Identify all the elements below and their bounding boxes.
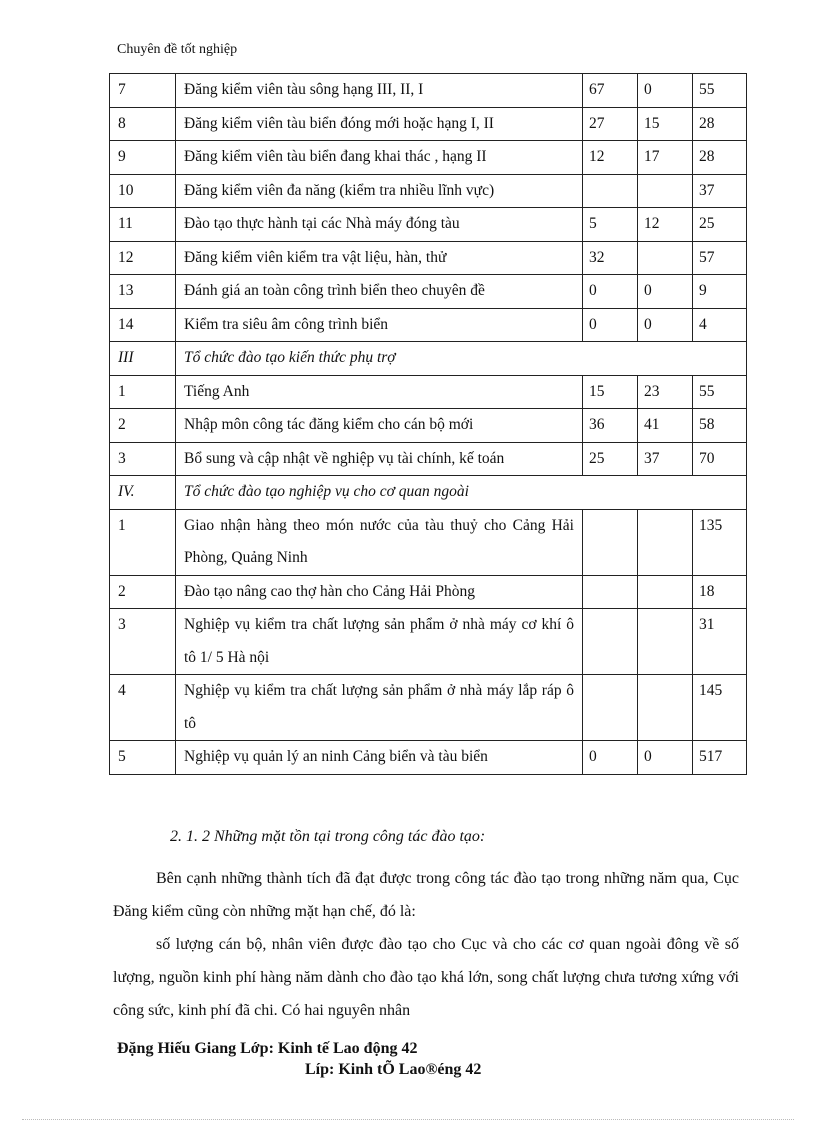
- table-row: [110, 275, 747, 309]
- row-value-1: 25: [583, 442, 638, 476]
- row-value-3: 57: [693, 241, 747, 275]
- row-value-3: 25: [693, 208, 747, 242]
- paragraph-2: số lượng cán bộ, nhân viên được đào tạo cho Cục và cho các cơ quan ngoài đông về số lượng, nguồn kinh phí hàng năm dành cho đào tạo khá lớn, song chất lượng chưa tương xứng với công sức, kinh phí đã chi. Có hai nguyên nhân: [113, 936, 739, 1019]
- row-description: Tiếng Anh: [176, 375, 583, 409]
- row-number: 13: [110, 275, 176, 309]
- row-value-3: 135: [693, 509, 747, 575]
- row-number: 1: [110, 509, 176, 575]
- row-description: Nghiệp vụ kiểm tra chất lượng sản phẩm ở nhà máy lắp ráp ô tô: [176, 675, 583, 741]
- row-description: Đánh giá an toàn công trình biển theo chuyên đề: [176, 275, 583, 309]
- row-value-2: 15: [638, 107, 693, 141]
- row-description: Đào tạo thực hành tại các Nhà máy đóng tàu: [176, 208, 583, 242]
- row-number: 3: [110, 609, 176, 675]
- row-value-2: [638, 675, 693, 741]
- row-number: 3: [110, 442, 176, 476]
- row-number: 14: [110, 308, 176, 342]
- row-number: 2: [110, 409, 176, 443]
- footer-class: Líp: Kinh tÕ Lao®éng 42: [305, 1061, 482, 1078]
- row-value-1: [583, 609, 638, 675]
- table-row: [110, 575, 747, 609]
- table-row: [110, 741, 747, 775]
- row-value-2: 41: [638, 409, 693, 443]
- row-value-2: 17: [638, 141, 693, 175]
- row-value-1: [583, 174, 638, 208]
- row-value-3: 28: [693, 141, 747, 175]
- table-row: [110, 375, 747, 409]
- table-row: [110, 174, 747, 208]
- row-value-3: 70: [693, 442, 747, 476]
- row-value-3: 37: [693, 174, 747, 208]
- table-row: [110, 107, 747, 141]
- row-description: Nhập môn công tác đăng kiểm cho cán bộ mới: [176, 409, 583, 443]
- section-subheading: 2. 1. 2 Những mặt tồn tại trong công tác đào tạo:: [170, 828, 486, 845]
- row-value-2: [638, 174, 693, 208]
- table-row: [110, 208, 747, 242]
- table-row: [110, 509, 747, 575]
- table-row: [110, 241, 747, 275]
- row-number: 1: [110, 375, 176, 409]
- row-value-1: [583, 575, 638, 609]
- row-description: Đào tạo nâng cao thợ hàn cho Cảng Hải Phòng: [176, 575, 583, 609]
- section-title: Tổ chức đào tạo kiến thức phụ trợ: [176, 342, 747, 376]
- row-description: Đăng kiểm viên tàu sông hạng III, II, I: [176, 74, 583, 108]
- row-description: Kiểm tra siêu âm công trình biển: [176, 308, 583, 342]
- row-value-1: 67: [583, 74, 638, 108]
- table-row: [110, 141, 747, 175]
- row-value-2: [638, 575, 693, 609]
- row-value-2: 12: [638, 208, 693, 242]
- row-description: Nghiệp vụ quản lý an ninh Cảng biển và tàu biển: [176, 741, 583, 775]
- row-value-3: 31: [693, 609, 747, 675]
- row-number: 4: [110, 675, 176, 741]
- row-description: Bổ sung và cập nhật về nghiệp vụ tài chính, kế toán: [176, 442, 583, 476]
- table-section-row: [110, 342, 747, 376]
- row-description: Giao nhận hàng theo món nước của tàu thuỷ cho Cảng Hải Phòng, Quảng Ninh: [176, 509, 583, 575]
- row-value-1: 36: [583, 409, 638, 443]
- row-value-1: 0: [583, 275, 638, 309]
- row-description: Đăng kiểm viên kiểm tra vật liệu, hàn, thử: [176, 241, 583, 275]
- row-value-3: 145: [693, 675, 747, 741]
- row-value-2: [638, 509, 693, 575]
- row-value-1: 5: [583, 208, 638, 242]
- row-value-2: 37: [638, 442, 693, 476]
- row-value-3: 28: [693, 107, 747, 141]
- row-value-3: 9: [693, 275, 747, 309]
- row-value-2: 0: [638, 275, 693, 309]
- row-number: 2: [110, 575, 176, 609]
- footer-author: Đặng Hiếu Giang Lớp: Kinh tế Lao động 42: [117, 1040, 418, 1057]
- row-number: 5: [110, 741, 176, 775]
- page-header: Chuyên đề tốt nghiệp: [117, 42, 238, 57]
- row-description: Đăng kiểm viên tàu biển đang khai thác , hạng II: [176, 141, 583, 175]
- row-value-1: 15: [583, 375, 638, 409]
- paragraph-1: Bên cạnh những thành tích đã đạt được trong công tác đào tạo trong những năm qua, Cục Đăng kiểm cũng còn những mặt hạn chế, đó là:: [113, 870, 739, 920]
- row-value-1: 32: [583, 241, 638, 275]
- row-value-1: 27: [583, 107, 638, 141]
- row-number: 12: [110, 241, 176, 275]
- training-table-body: [110, 74, 747, 775]
- row-number: 9: [110, 141, 176, 175]
- row-value-2: 0: [638, 74, 693, 108]
- row-value-2: [638, 609, 693, 675]
- row-number: 10: [110, 174, 176, 208]
- table-section-row: [110, 476, 747, 510]
- row-value-1: 0: [583, 308, 638, 342]
- row-number: 8: [110, 107, 176, 141]
- page-bottom-rule: [22, 1119, 794, 1120]
- row-value-2: 0: [638, 741, 693, 775]
- row-number: 11: [110, 208, 176, 242]
- row-value-2: 0: [638, 308, 693, 342]
- row-value-3: 517: [693, 741, 747, 775]
- row-value-1: [583, 509, 638, 575]
- table-row: [110, 74, 747, 108]
- row-value-3: 58: [693, 409, 747, 443]
- row-description: Đăng kiểm viên tàu biển đóng mới hoặc hạng I, II: [176, 107, 583, 141]
- row-value-3: 18: [693, 575, 747, 609]
- row-number: 7: [110, 74, 176, 108]
- table-row: [110, 308, 747, 342]
- row-value-1: 12: [583, 141, 638, 175]
- section-number: IV.: [110, 476, 176, 510]
- table-row: [110, 609, 747, 675]
- row-description: Nghiệp vụ kiểm tra chất lượng sản phẩm ở nhà máy cơ khí ô tô 1/ 5 Hà nội: [176, 609, 583, 675]
- row-description: Đăng kiểm viên đa năng (kiểm tra nhiều lĩnh vực): [176, 174, 583, 208]
- row-value-3: 55: [693, 74, 747, 108]
- row-value-2: 23: [638, 375, 693, 409]
- row-value-2: [638, 241, 693, 275]
- row-value-1: [583, 675, 638, 741]
- row-value-1: 0: [583, 741, 638, 775]
- section-title: Tổ chức đào tạo nghiệp vụ cho cơ quan ngoài: [176, 476, 747, 510]
- table-row: [110, 675, 747, 741]
- row-value-3: 55: [693, 375, 747, 409]
- table-row: [110, 409, 747, 443]
- training-table: [109, 73, 747, 775]
- section-number: III: [110, 342, 176, 376]
- row-value-3: 4: [693, 308, 747, 342]
- table-row: [110, 442, 747, 476]
